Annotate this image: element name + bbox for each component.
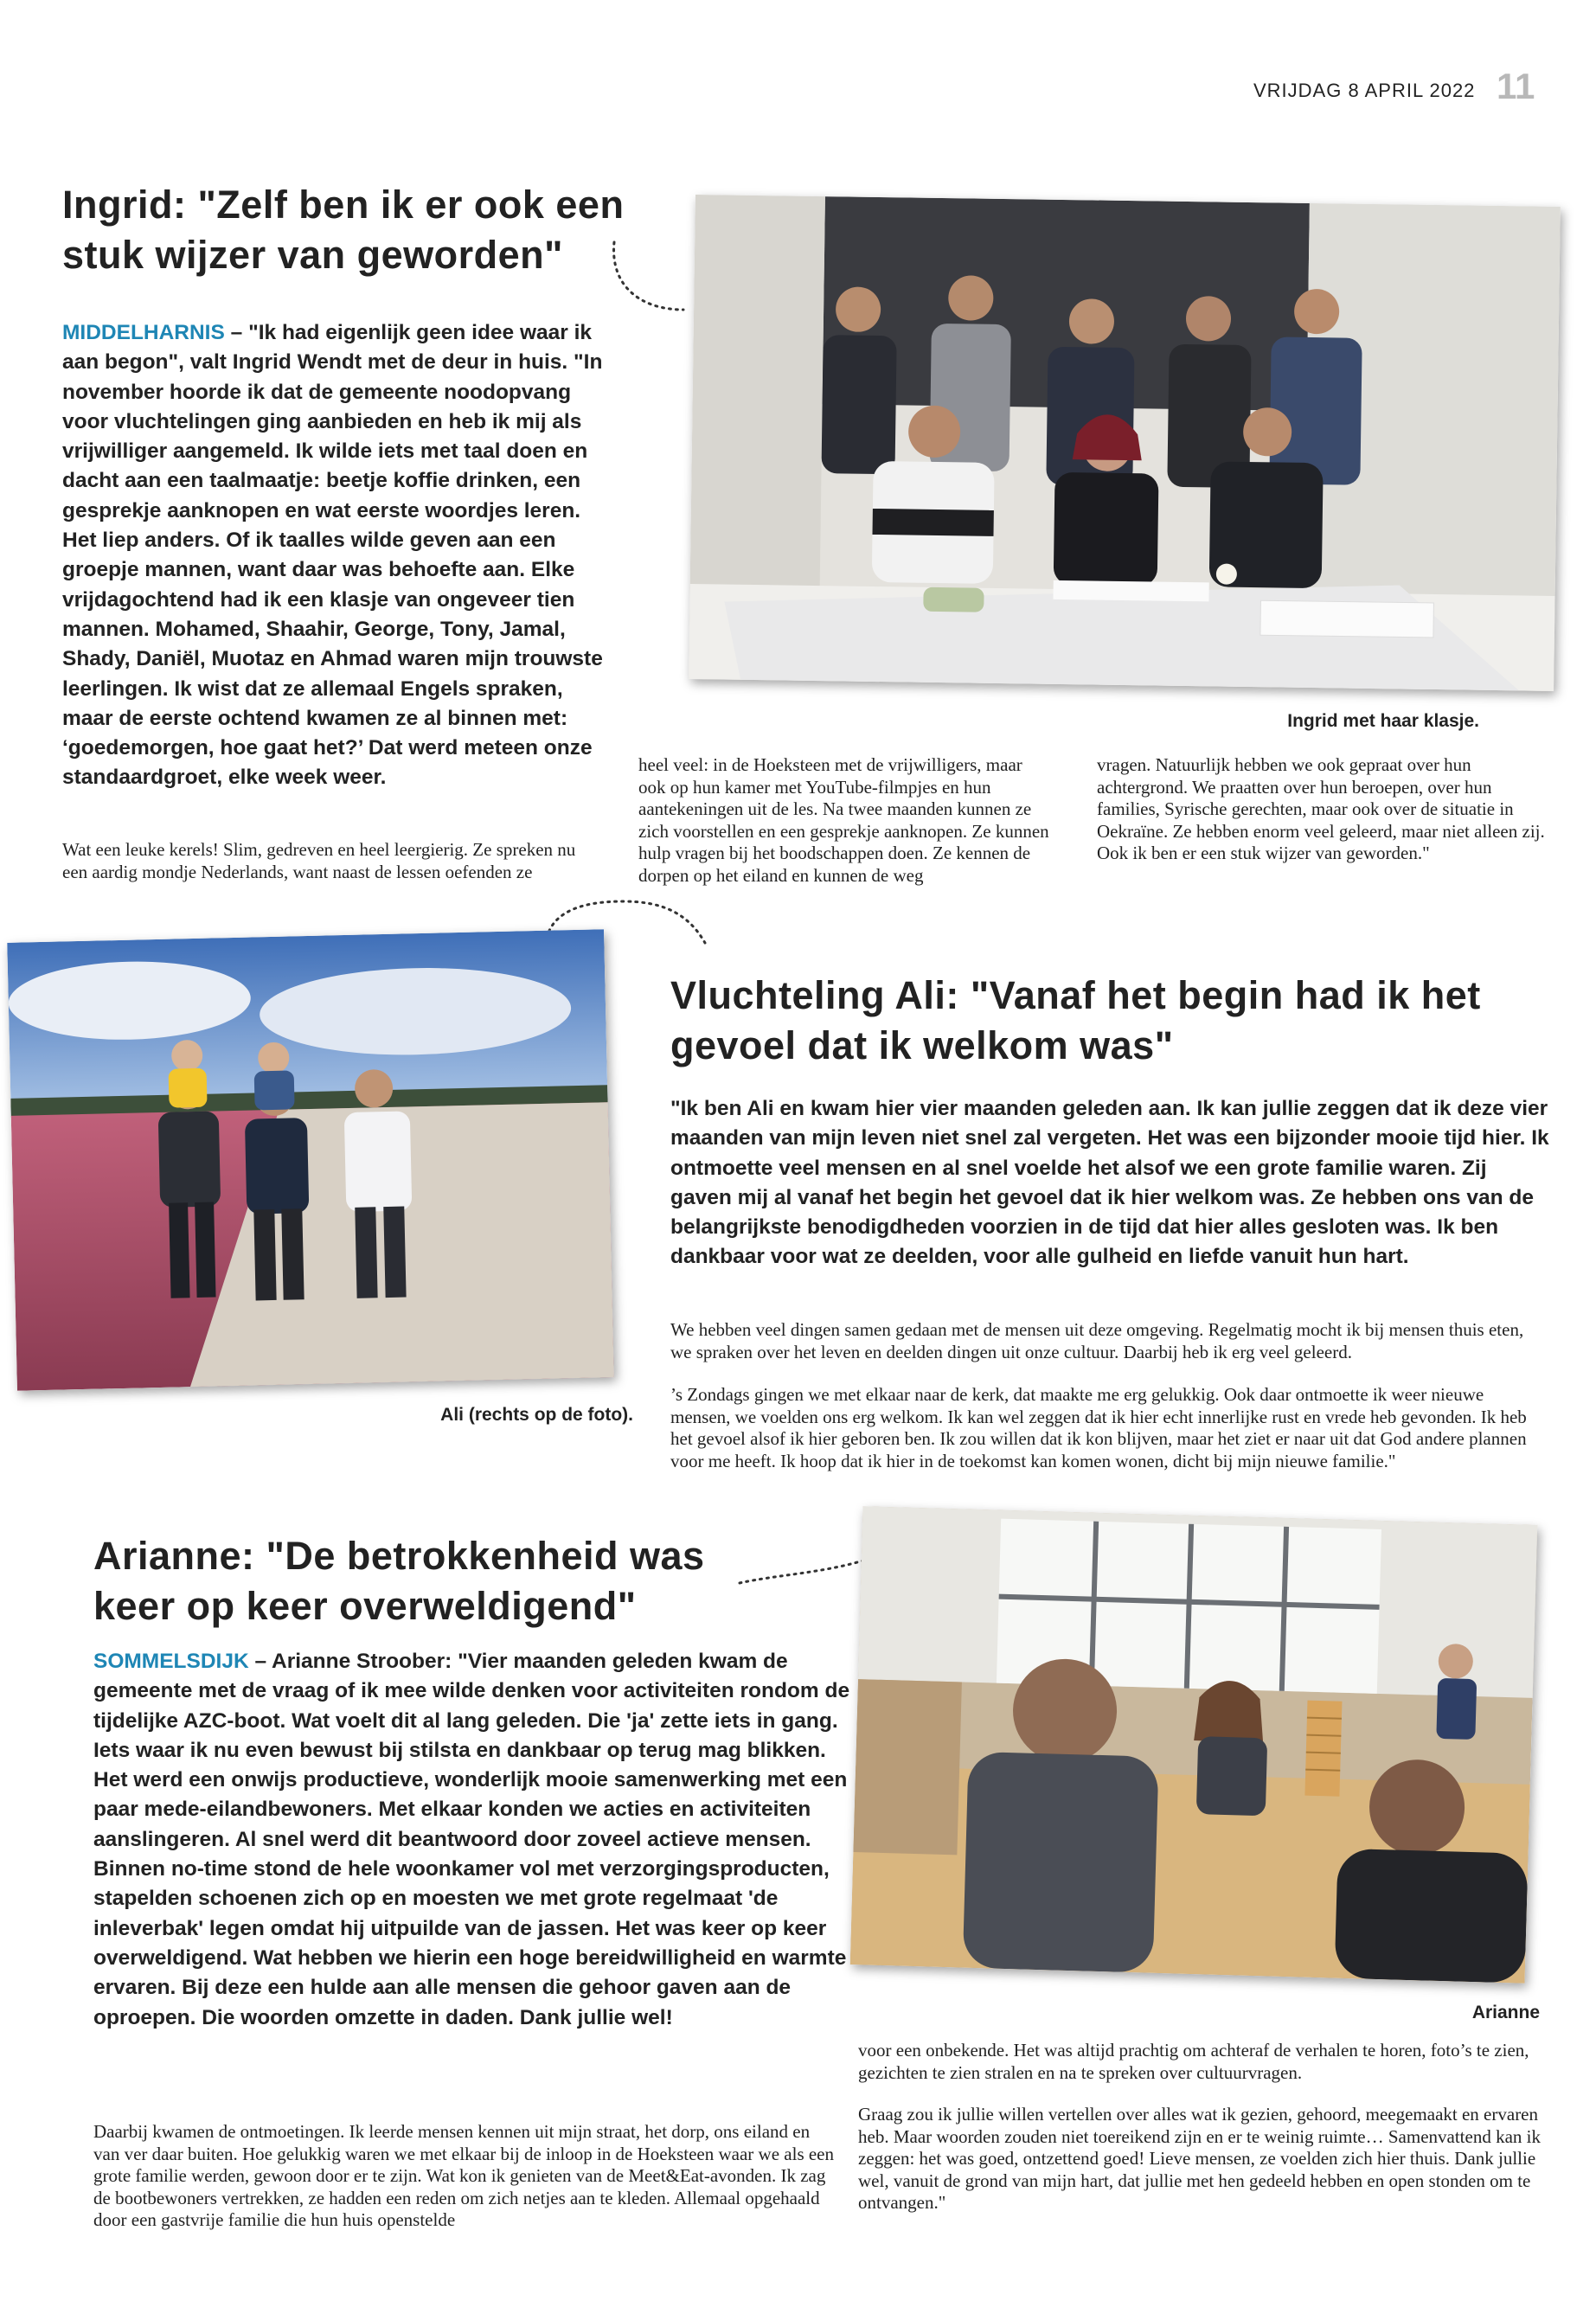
issue-date: VRIJDAG 8 APRIL 2022	[1253, 80, 1476, 101]
body-arianne-col2a: voor een onbekende. Het was altijd prachtig om achteraf de verhalen te horen, foto’s te zien, gezichten te zien stralen en na te spreken over cultuurvragen.	[858, 2040, 1529, 2083]
lead-ali: "Ik ben Ali en kwam hier vier maanden geleden aan. Ik kan jullie zeggen dat ik deze vier maanden van mijn leven niet snel zal vergeten. Het was een bijzonder mooie tijd hier. Ik ontmoette veel mensen en al snel voelde het alsof we een grote familie waren. Zij gaven mij al vanaf het begin het gevoel dat ik hier welkom was. Ze hebben ons van de belangrijkste benodigdheden voorzien in de tijd dat hier alles gesloten was. Ik ben dankbaar voor wat ze deelden, voor alle gulheid en liefde vanuit hun hart.	[670, 1097, 1549, 1269]
lead-ingrid-text: – "Ik had eigenlijk geen idee waar ik aan begon", valt Ingrid Wendt met de deur in huis. "In november hoorde ik dat de gemeente noodopvang voor vluchtelingen ging aanbieden en heb ik mij als vrijwilliger aangemeld. Ik wilde iets met taal doen en dacht aan een taalmaatje: beetje koffie drinken, een gesprekje aanknopen en wat eerste woordjes leren. Het liep anders. Of ik taalles wilde geven aan een groepje mannen, want daar was behoefte aan. Elke vrijdagochtend had ik een klasje van ongeveer tien mannen. Mohamed, Shaahir, George, Tony, Jamal, Shady, Daniël, Muotaz en Ahmad waren mijn trouwste leerlingen. Ik wist dat ze allemaal Engels spraken, maar de eerste ochtend kwamen ze al binnen met: ‘goedemorgen, hoe gaat het?’ Dat werd meteen onze standaardgroet, elke week weer.	[62, 321, 603, 790]
lead-ingrid	[62, 318, 616, 793]
photo-arianne-game-image	[850, 1506, 1537, 1984]
caption-ingrid: Ingrid met haar klasje.	[1287, 711, 1479, 731]
body-ingrid-col3: vragen. Natuurlijk hebben we ook gepraat over hun achtergrond. We praatten over hun beroepen, over hun families, Syrische gerechten, maar ook over de situatie in Oekraïne. Ze hebben enorm veel geleerd, maar niet alleen zij. Ook ik ben er een stuk wijzer van geworden."	[1097, 754, 1545, 864]
body-ali-p2: ’s Zondags gingen we met elkaar naar de kerk, dat maakte me erg gelukkig. Ook daar ontmoette ik weer nieuwe mensen, we voelden ons erg welkom. Ik kan wel zeggen dat ik hier echt innerlijke rust en vrede heb gevonden. Ik heb het gevoel alsof ik hier geboren ben. Ik zou willen dat ik kon blijven, maar het ziet er naar uit dat God andere plannen voor me heeft. Ik hoop dat ik hier in de toekomst kan komen wonen, dicht bij mijn nieuwe familie."	[670, 1384, 1527, 1471]
dateline-sommelsdijk: SOMMELSDIJK	[93, 1650, 249, 1673]
body-ingrid-col1: Wat een leuke kerels! Slim, gedreven en heel leergierig. Ze spreken nu een aardig mondje Nederlands, want naast de lessen oefenden ze	[62, 839, 576, 882]
dotted-connector-1	[606, 234, 692, 320]
headline-arianne: Arianne: "De betrokkenheid was keer op keer overweldigend"	[93, 1534, 705, 1628]
body-ingrid-col2: heel veel: in de Hoeksteen met de vrijwilligers, maar ook op hun kamer met YouTube-filmpjes en hun aantekeningen uit de les. Na twee maanden kunnen ze zich voorstellen en een gesprekje aanknopen. Ze kunnen hulp vragen bij het boodschappen doen. Ze kennen de dorpen op het eiland en kunnen de weg	[638, 754, 1049, 886]
photo-ingrid-class-image	[689, 195, 1561, 691]
photo-ingrid-class	[689, 195, 1561, 691]
headline-ali: Vluchteling Ali: "Vanaf het begin had ik het gevoel dat ik welkom was"	[670, 973, 1481, 1067]
photo-ali-tulips-image	[7, 929, 614, 1391]
photo-ali-tulips	[7, 929, 614, 1391]
page-number: 11	[1497, 66, 1535, 106]
headline-ingrid: Ingrid: "Zelf ben ik er ook een stuk wijzer van geworden"	[62, 183, 625, 277]
body-arianne-col1: Daarbij kwamen de ontmoetingen. Ik leerde mensen kennen uit mijn straat, het dorp, ons eiland en van ver daar buiten. Hoe gelukkig waren we met elkaar bij de inloop in de Hoeksteen waar we als een grote familie werden, gewoon door er te zijn. Wat kon ik genieten van de Meet&Eat-avonden. Ik zag de bootbewoners vertrekken, ze hadden een reden om zich netjes aan te kleden. Allemaal opgehaald door een gastvrije familie die hun huis openstelde	[93, 2121, 835, 2231]
body-ali-p1: We hebben veel dingen samen gedaan met de mensen uit deze omgeving. Regelmatig mocht ik bij mensen thuis eten, we spraken over het leven en deelden dingen uit onze cultuur. Daarbij heb ik erg veel geleerd.	[670, 1319, 1524, 1362]
photo-arianne-game	[850, 1506, 1537, 1984]
caption-arianne: Arianne	[1471, 2003, 1540, 2022]
lead-arianne	[93, 1647, 855, 2033]
caption-ali: Ali (rechts op de foto).	[440, 1405, 633, 1425]
lead-arianne-text: – Arianne Stroober: "Vier maanden geleden kwam de gemeente met de vraag of ik mee wilde denken voor activiteiten rondom de tijdelijke AZC-boot. Wat voelt dit al lang geleden. Die 'ja' zette iets in gang. Iets waar ik nu even bewust bij stilsta en dankbaar op terug mag blikken. Het werd een onwijs productieve, wonderlijk mooie samenwerking met een paar mede-eilandbewoners. Met elkaar konden we acties en activiteiten aanslingeren. Al snel werd dit beantwoord door zoveel actieve mensen. Binnen no-time stond de hele woonkamer vol met verzorgingsproducten, stapelden schoenen zich op en moesten we met grote regelmaat 'de inleverbak' legen omdat hij uitpuilde van de jassen. Het was keer op keer overweldigend. Wat hebben we hierin een hoge bereidwilligheid en warmte ervaren. Bij deze een hulde aan alle mensen die gehoor gaven aan de oproepen. Die woorden omzette in daden. Dank jullie wel!	[93, 1650, 850, 2029]
body-arianne-col2b: Graag zou ik jullie willen vertellen over alles wat ik gezien, gehoord, meegemaakt en ervaren heb. Maar woorden zouden niet toereikend zijn en er te weinig ruimte… Samenvattend kan ik zeggen: het was goed, ontzettend goed! Lieve mensen, ze voelden zich hier thuis. Dank jullie wel, vanuit de grond van mijn hart, dat jullie met hen gedeeld hebben en open stonden om te ontvangen."	[858, 2104, 1541, 2214]
dateline-middelharnis: MIDDELHARNIS	[62, 321, 225, 344]
